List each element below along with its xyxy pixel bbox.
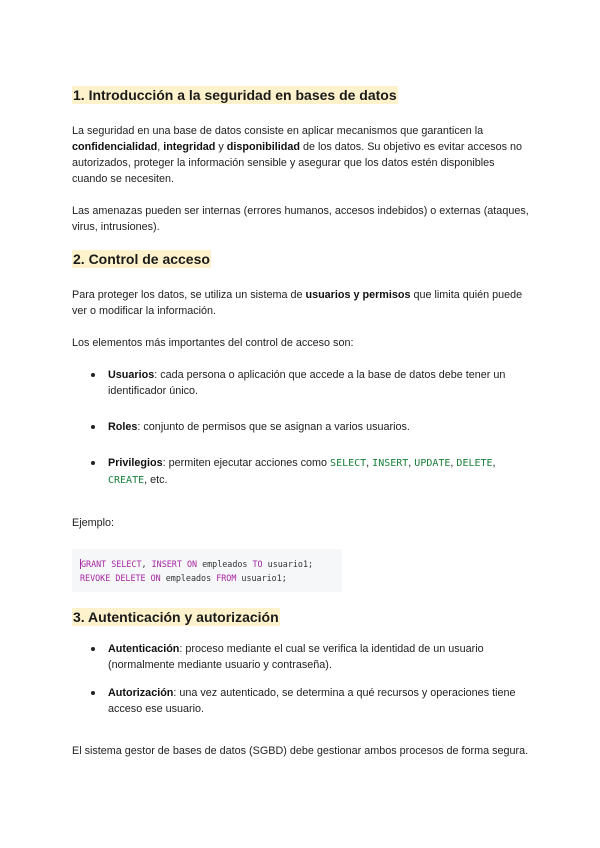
list-item-autenticacion: Autenticación: proceso mediante el cual se verifica la identidad de un usuario (normalmente mediante usuario y contraseña). (72, 641, 532, 673)
document-content (72, 86, 532, 759)
section-2-paragraph-1: Para proteger los datos, se utiliza un sistema de usuarios y permisos que limita quién puede ver o modificar la información. (72, 289, 523, 317)
section-1-paragraph-2: Las amenazas pueden ser internas (errores humanos, accesos indebidos) o externas (ataques, virus, intrusiones). (72, 205, 529, 233)
list-item-usuarios: Usuarios: cada persona o aplicación que accede a la base de datos debe tener un identificador único. (72, 367, 532, 399)
bullet-icon (91, 373, 95, 377)
bullet-icon (91, 425, 95, 429)
privilege-delete: DELETE (456, 458, 493, 469)
list-item-autorizacion: Autorización: una vez autenticado, se determina a qué recursos y operaciones tiene acceso ese usuario. (72, 685, 532, 717)
term-usuarios-permisos: usuarios y permisos (305, 289, 411, 301)
auth-list (72, 641, 532, 717)
privilege-select: SELECT (330, 458, 367, 469)
bullet-icon (91, 691, 95, 695)
term-disponibilidad: disponibilidad (226, 141, 300, 153)
term-confidencialidad: confidencialidad (72, 141, 158, 153)
privilege-update: UPDATE (414, 458, 451, 469)
section-1-paragraph-1: La seguridad en una base de datos consiste en aplicar mecanismos que garanticen la confidencialidad, integridad y disponibilidad de los datos. Su objetivo es evitar accesos no autorizados, proteger la información sensible y asegurar que los datos estén disponibles cuando se necesiten. (72, 125, 523, 185)
section-2-paragraph-2: Los elementos más importantes del control de acceso son: (72, 337, 354, 349)
example-label: Ejemplo: (72, 517, 115, 529)
list-item-privilegios: Privilegios: permiten ejecutar acciones como SELECT, INSERT, UPDATE, DELETE, CREATE, etc. (72, 455, 532, 489)
term-integridad: integridad (163, 141, 216, 153)
privilege-create: CREATE (108, 475, 145, 486)
bullet-icon (91, 461, 95, 465)
bullet-icon (91, 647, 95, 651)
code-block[interactable]: GRANT SELECT, INSERT ON empleados TO usuario1; REVOKE DELETE ON empleados FROM usuario1; (72, 549, 342, 592)
section-2-title: 2. Control de acceso (73, 251, 210, 267)
section-1-title: 1. Introducción a la seguridad en bases de datos (73, 87, 397, 103)
list-item-roles: Roles: conjunto de permisos que se asignan a varios usuarios. (72, 419, 532, 435)
privilege-insert: INSERT (372, 458, 409, 469)
closing-paragraph: El sistema gestor de bases de datos (SGBD) debe gestionar ambos procesos de forma segura. (72, 745, 529, 757)
access-control-list (72, 367, 532, 489)
section-3-title: 3. Autenticación y autorización (73, 609, 279, 625)
